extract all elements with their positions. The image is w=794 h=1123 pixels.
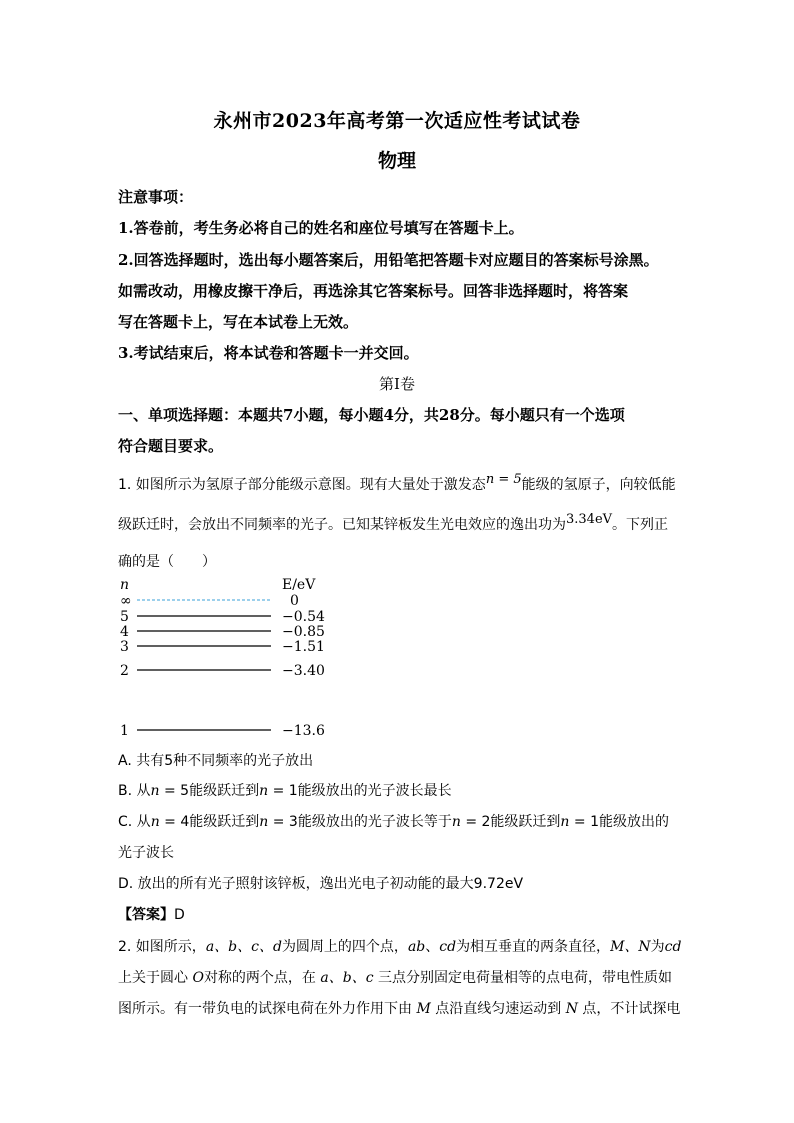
q2-line-3 <box>118 998 680 1018</box>
q1-option-a: A. 共有5种不同频率的光子放出 <box>118 753 314 769</box>
q1-stem-n5: n = 5 <box>485 472 522 487</box>
q1-option-c-n4: n <box>560 814 570 830</box>
q2-line-1 <box>118 936 681 956</box>
q2-text-c: 、 <box>425 939 440 955</box>
q2-line2-text-b: 对称的两个点，在 <box>203 970 321 986</box>
q1-option-b-n2: n <box>259 783 269 799</box>
q1-option-c-line-2: 光子波长 <box>118 845 174 861</box>
diagram-energy-label: E/eV <box>282 577 316 593</box>
q1-work-function: 3.34eV <box>566 512 613 527</box>
q1-option-c-n1: n <box>150 814 160 830</box>
q2-text-d: 为相互垂直的两条直径， <box>456 939 611 955</box>
q1-option-c-n2: n <box>259 814 269 830</box>
note-item-2-line-1: 2.回答选择题时，选出每小题答案后，用铅笔把答题卡对应题目的答案标号涂黑。 <box>118 251 659 269</box>
q2-line3-text-b: 点沿直线匀速运动到 <box>430 1001 562 1017</box>
q1-option-b-text-b: = 5能级跃迁到 <box>159 783 260 799</box>
level-n-label: 2 <box>120 663 129 679</box>
level-energy-value: −0.85 <box>282 624 325 640</box>
level-n-label: 3 <box>120 639 129 655</box>
section-heading-line-2: 符合题目要求。 <box>118 437 224 455</box>
q1-answer <box>118 904 185 924</box>
level-energy-value: −1.51 <box>282 639 325 655</box>
q1-option-c-text-a: C. 从 <box>118 814 151 830</box>
q2-points-mn: M、N <box>610 939 651 955</box>
note-item-3: 3.考试结束后，将本试卷和答题卡一并交回。 <box>118 344 419 362</box>
note-item-2-line-2: 如需改动，用橡皮擦干净后，再选涂其它答案标号。回答非选择题时，将答案 <box>118 282 629 300</box>
q2-text-b: 为圆周上的四个点， <box>281 939 408 955</box>
q1-stem-text-a: 1. 如图所示为氢原子部分能级示意图。现有大量处于激发态 <box>118 477 486 493</box>
q2-diameter-ab: ab <box>407 939 426 955</box>
q2-points-abc: a、b、c <box>320 970 374 986</box>
level-n-label: 1 <box>120 723 129 739</box>
q1-option-c-text-c: = 3能级放出的光子波长等于 <box>268 814 452 830</box>
q1-option-c-n3: n <box>451 814 461 830</box>
q1-stem-text-c: 级跃迁时，会放出不同频率的光子。已知某锌板发生光电效应的逸出功为 <box>118 517 566 533</box>
q2-line-2 <box>118 967 672 987</box>
answer-value: D <box>174 907 185 923</box>
q2-diameter-cd: cd <box>439 939 457 955</box>
level-energy-value: −0.54 <box>282 609 325 625</box>
level-energy-value: −3.40 <box>282 663 325 679</box>
q1-stem-line-3: 确的是（ ） <box>118 554 216 570</box>
diagram-n-label: n <box>120 577 130 593</box>
level-n-label: 4 <box>120 624 129 640</box>
q2-line2-text-c: 三点分别固定电荷量相等的点电荷，带电性质如 <box>373 970 672 986</box>
q1-option-d: D. 放出的所有光子照射该锌板，逸出光电子初动能的最大9.72eV <box>118 876 524 892</box>
q1-stem-line-2 <box>118 514 668 534</box>
q1-stem-line-1 <box>118 474 676 494</box>
subject-title: 物理 <box>377 150 416 172</box>
volume-label: 第Ⅰ卷 <box>379 375 415 393</box>
note-item-2-line-3: 写在答题卡上，写在本试卷上无效。 <box>118 313 359 331</box>
q2-point-n: N <box>561 1001 578 1017</box>
q1-option-c <box>118 811 669 831</box>
q1-option-b <box>118 780 452 800</box>
level-energy-value: 0 <box>290 593 299 609</box>
answer-label: 【答案】 <box>118 907 174 923</box>
level-n-label: 5 <box>120 609 129 625</box>
q2-center-o: O <box>192 970 204 986</box>
q1-stem-text-d: 。下列正 <box>612 517 669 533</box>
q1-stem-text-b: 能级的氢原子，向较低能 <box>521 477 676 493</box>
section-heading-line-1: 一、单项选择题：本题共7小题，每小题4分，共28分。每小题只有一个选项 <box>118 406 625 424</box>
notes-heading: 注意事项： <box>118 188 194 206</box>
q1-option-b-text-a: B. 从 <box>118 783 151 799</box>
q1-option-b-n1: n <box>150 783 160 799</box>
q2-point-m: M <box>412 1001 431 1017</box>
q1-option-c-text-d: = 2能级跃迁到 <box>460 814 561 830</box>
q2-diameter-cd-2: cd <box>664 939 682 955</box>
exam-title: 永州市2023年高考第一次适应性考试试卷 <box>213 110 581 132</box>
q2-points-abcd: a、b、c、d <box>205 939 282 955</box>
q1-option-b-text-c: = 1能级放出的光子波长最长 <box>268 783 452 799</box>
level-energy-value: −13.6 <box>282 723 325 739</box>
energy-levels <box>120 593 325 739</box>
energy-level-diagram <box>110 574 350 742</box>
q2-line3-text-c: 点，不计试探电 <box>577 1001 681 1017</box>
q2-line3-text-a: 图所示。有一带负电的试探电荷在外力作用下由 <box>118 1001 412 1017</box>
note-item-1: 1.答卷前，考生务必将自己的姓名和座位号填写在答题卡上。 <box>118 219 524 237</box>
level-n-label: ∞ <box>120 593 132 609</box>
q1-option-c-text-e: = 1能级放出的 <box>569 814 669 830</box>
q1-option-c-text-b: = 4能级跃迁到 <box>159 814 260 830</box>
q2-text-a: 2. 如图所示， <box>118 939 206 955</box>
q2-line2-text-a: 上关于圆心 <box>118 970 193 986</box>
q2-text-e: 为 <box>650 939 665 955</box>
